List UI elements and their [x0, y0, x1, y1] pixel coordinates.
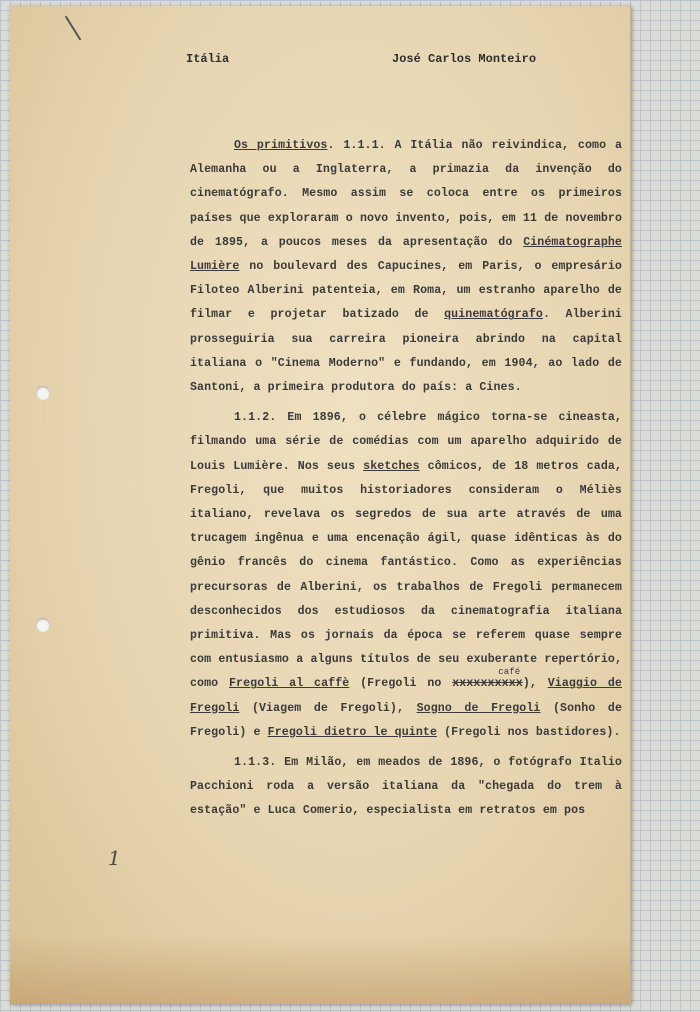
p2-lead: 1.1.2. Em 1896, o célebre mágico torna-se cineasta, filmando uma série de comédias com um aparelho adquirido de Louis Lumière. Nos seus [190, 411, 622, 473]
paragraph-1 [190, 134, 622, 400]
punch-hole-bottom [36, 618, 50, 632]
corner-pencil-mark [65, 16, 82, 41]
p1-mid: no boulevard des Capucines, em Paris, o empresário Filoteo Alberini patenteia, em Roma, um estranho aparelho de filmar e projetar batizado de [190, 260, 622, 322]
paper-sheet [10, 6, 631, 1004]
section-heading: Os primitivos [234, 139, 328, 152]
typed-body [190, 134, 622, 830]
p1-term-quinematografo: quinematógrafo [444, 308, 543, 322]
paragraph-3 [190, 751, 622, 824]
p2-t3: (Viagem de Fregoli), [239, 701, 417, 715]
p2-title-3: Sogno de Fregoli [416, 701, 541, 715]
p2-insert: café [498, 667, 521, 678]
p2-title-2: Viaggio de Fregoli [190, 677, 622, 715]
p1-tail: . Alberini prosseguiria sua carreira pioneira abrindo na capital italiana o "Cinema Moderno" e fundando, em 1904, ao lado de Santoni, a primeira produtora do país: a Cines. [190, 308, 622, 395]
p2-t4: (Sonho de Fregoli) e [190, 701, 622, 739]
p2-mid: cômicos, de 18 metros cada, Fregoli, que muitos historiadores consideram o Méliès italiano, revelava os segredos de sua arte através de uma trucagem ingênua e uma encenação ágil, quase idênticas às do gênio francês do cinema fantástico. Como as experiências precursoras de Alberini, os trabalhos de Fregoli permanecem desconhecidos dos estudiosos da cinematografia italiana primitiva. Mas os jornais da época se referem quase sempre com entusiasmo a alguns títulos de seu exuberante repertório, como [190, 459, 622, 691]
p2-t1: (Fregoli no [349, 677, 453, 691]
header-country: Itália [186, 52, 230, 66]
handwritten-page-number: 1 [108, 846, 121, 870]
p2-title-4: Fregoli dietro le quinte [267, 725, 438, 739]
p2-term-sketches: sketches [363, 459, 420, 473]
p1-lead: . 1.1.1. A Itália não reivindica, como a Alemanha ou a Inglaterra, a primazia da invenção do cinematógrafo. Mesmo assim se coloca entre os primeiros países que exploraram o novo invento, pois, em 11 de novembro de 1895, a poucos meses da apresentação do [190, 139, 623, 249]
paragraph-2 [190, 406, 622, 745]
p2-correction [452, 667, 523, 691]
header-author: José Carlos Monteiro [392, 52, 537, 66]
p3-text: 1.1.3. Em Milão, em meados de 1896, o fotógrafo Italio Pacchioni roda a versão italiana da "chegada do trem à estação" e Luca Comerio, especialista em retratos em pos [190, 756, 622, 818]
p2-tail: (Fregoli nos bastidores). [437, 725, 621, 739]
p2-t2: ), [522, 677, 548, 691]
p2-title-1: Fregoli al caffè [229, 677, 350, 691]
p1-term-cinematographe: Cinématographe Lumière [190, 235, 622, 274]
p2-struck: xxxxxxxxxx [452, 677, 523, 691]
punch-hole-top [36, 386, 50, 400]
page-header [186, 52, 540, 72]
